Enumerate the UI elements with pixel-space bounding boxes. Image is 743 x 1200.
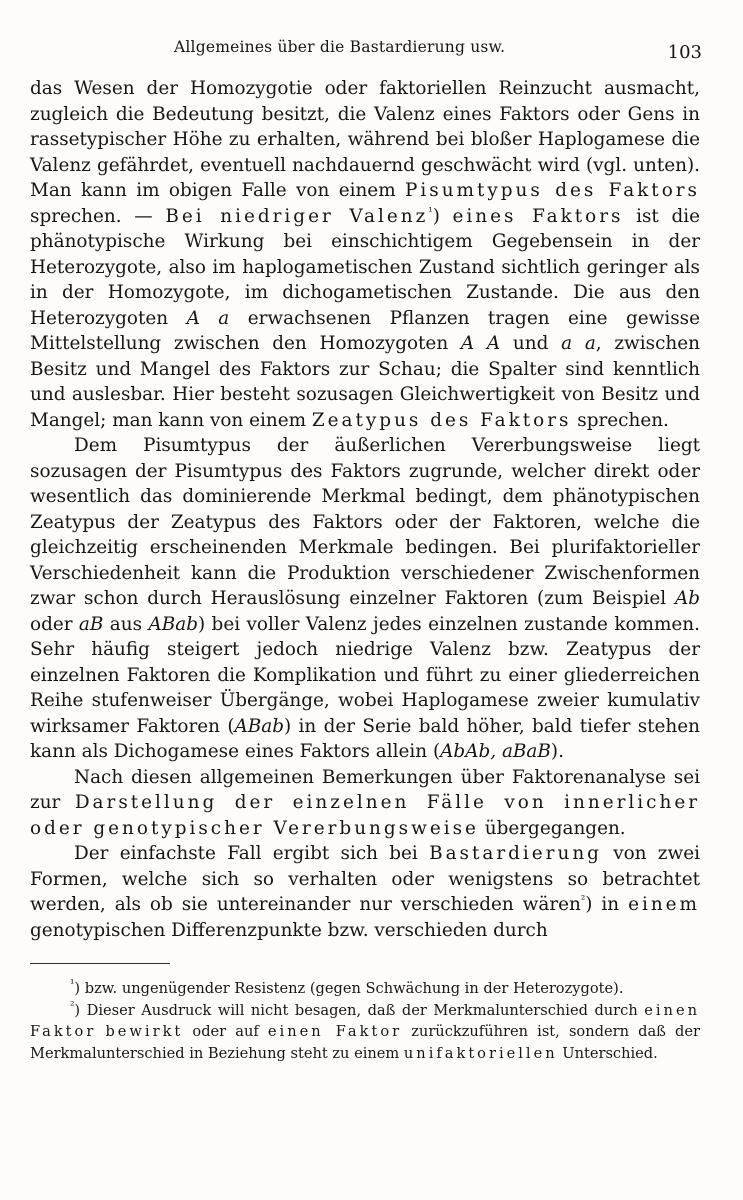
text-run: Der einfachste Fall ergibt sich bei bbox=[74, 843, 430, 864]
text-run: ) in der Serie bald höher, bald tiefer stehen kann als Dichogamese eines Faktors allein ( bbox=[30, 715, 700, 762]
formula: ABab bbox=[148, 613, 198, 635]
formula: Ab bbox=[674, 588, 700, 609]
paragraph-2 bbox=[30, 433, 700, 765]
text-run: von zwei Formen, welche sich so verhalten oder wenigstens so betrachtet werden, als ob sie untereinander nur verschieden wären bbox=[30, 843, 700, 915]
spaced-term: einen Faktor bbox=[267, 1023, 403, 1040]
formula: a a bbox=[561, 333, 596, 354]
spaced-term: Zeatypus des Faktors bbox=[311, 409, 572, 431]
spaced-term: Darstellung der einzelnen Fälle von innerlicher oder genotypischer Vererbungsweise bbox=[30, 792, 700, 839]
footnote-2 bbox=[30, 1000, 700, 1065]
formula: A a bbox=[186, 307, 230, 329]
spaced-term: einem bbox=[628, 894, 700, 915]
spaced-term: Bei niedriger Valenz bbox=[165, 205, 429, 227]
text-run: ) bei voller Valenz jedes einzelnen zustande kommen. Sehr häufig steigert jedoch niedrige Valenz bzw. Zeatypus der einzelnen Faktoren die Komplikation und führt zu einer gliederreichen Reihe stufenweiser Übergänge, wobei Haplogamese zweier kumulativ wirksamer Faktoren ( bbox=[30, 613, 700, 737]
footnotes bbox=[30, 978, 700, 1064]
running-head: Allgemeines über die Bastardierung usw. bbox=[174, 38, 506, 56]
paragraph-1 bbox=[30, 76, 700, 433]
text-run: das Wesen der Homozygotie oder faktoriellen Reinzucht ausmacht, zugleich die Bedeutung besitzt, die Valenz eines Faktors oder Gens in rassetypischer Höhe zu erhalten, während bei bloßer Haplogamese die Valenz gefährdet, eventuell nachdauernd geschwächt wird (vgl. unten). Man kann im obigen Falle von einem bbox=[30, 78, 700, 201]
spaced-term: bewirkt bbox=[105, 1023, 184, 1040]
spaced-term: eines Faktors bbox=[452, 205, 624, 227]
footnote-rule bbox=[30, 963, 170, 964]
spaced-term: unifaktoriellen bbox=[403, 1044, 558, 1062]
text-run: oder auf bbox=[183, 1023, 268, 1040]
book-page bbox=[30, 36, 700, 1064]
text-run: ). bbox=[550, 741, 564, 762]
text-run: ) Dieser Ausdruck will nicht besagen, daß der Merkmalunterschied durch bbox=[74, 1001, 645, 1019]
page-number: 103 bbox=[667, 42, 702, 63]
spaced-term: Pisumtypus des Faktors bbox=[405, 180, 700, 201]
body-text bbox=[30, 76, 700, 943]
text-run: sprechen. — bbox=[30, 205, 166, 227]
footnote-ref-2: ² bbox=[580, 892, 586, 906]
spaced-term: Bastardierung bbox=[429, 843, 602, 864]
text-run: ist die phänotypische Wirkung bei einschichtigem Gegebensein in der Heterozygote, also im haplogametischen Zustand sichtlich geringer als in der Homozygote, im dichogametischen Zustande. Die aus den Heterozygoten bbox=[30, 205, 700, 329]
footnote-1 bbox=[30, 978, 700, 1000]
footnote-mark: ¹ bbox=[70, 977, 75, 991]
spaced-term: einen Faktor bbox=[30, 1001, 700, 1040]
text-run: und bbox=[500, 333, 562, 354]
footnote-mark: ² bbox=[70, 998, 75, 1012]
text-run: genotypischen Differenzpunkte bzw. verschieden durch bbox=[30, 919, 548, 941]
text-run: aus bbox=[103, 613, 149, 635]
footnote-ref-1: ¹ bbox=[428, 204, 433, 218]
formula: AbAb, aBaB bbox=[440, 741, 551, 762]
formula: A A bbox=[460, 333, 501, 354]
text-run: Unterschied. bbox=[557, 1044, 658, 1062]
page-header bbox=[30, 36, 700, 76]
text-run: Dem Pisumtypus der äußerlichen Vererbungsweise liegt sozusagen der Pisumtypus des Faktors zugrunde, welcher direkt oder wesentlich das dominierende Merkmal bedingt, dem phänotypischen Zeatypus der Zeatypus des Faktors oder der Faktoren, welche die gleichzeitig erscheinenden Merkmale bedingen. Bei plurifaktorieller Verschiedenheit kann die Produktion verschiedener Zwischenformen zwar schon durch Herauslösung einzelner Faktoren (zum Beispiel bbox=[30, 435, 700, 609]
text-run: sprechen. bbox=[571, 409, 669, 431]
text-run: , zwischen Besitz und Mangel des Faktors zur Schau; die Spalter sind kenntlich und auslesbar. Hier besteht sozusagen Gleichwertigkeit von Besitz und Mangel; man kann von einem bbox=[30, 333, 700, 431]
text-run: erwachsenen Pflanzen tragen eine gewisse Mittelstellung zwischen den Homozygoten bbox=[30, 307, 700, 354]
formula: ABab bbox=[234, 715, 285, 737]
text-run: zurückzuführen ist, sondern daß der Merkmalunterschied in Beziehung steht zu einem bbox=[30, 1023, 700, 1062]
text-run: ) in bbox=[585, 894, 629, 915]
paragraph-4 bbox=[30, 841, 700, 943]
formula: aB bbox=[78, 613, 104, 635]
text-run: ) bbox=[432, 205, 453, 227]
text-run: übergegangen. bbox=[478, 817, 626, 839]
text-run: Nach diesen allgemeinen Bemerkungen über Faktorenanalyse sei zur bbox=[30, 766, 700, 813]
text-run: ) bzw. ungenügender Resistenz (gegen Schwächung in der Heterozygote). bbox=[74, 980, 624, 997]
text-run: oder bbox=[30, 613, 79, 635]
paragraph-3 bbox=[30, 765, 700, 842]
